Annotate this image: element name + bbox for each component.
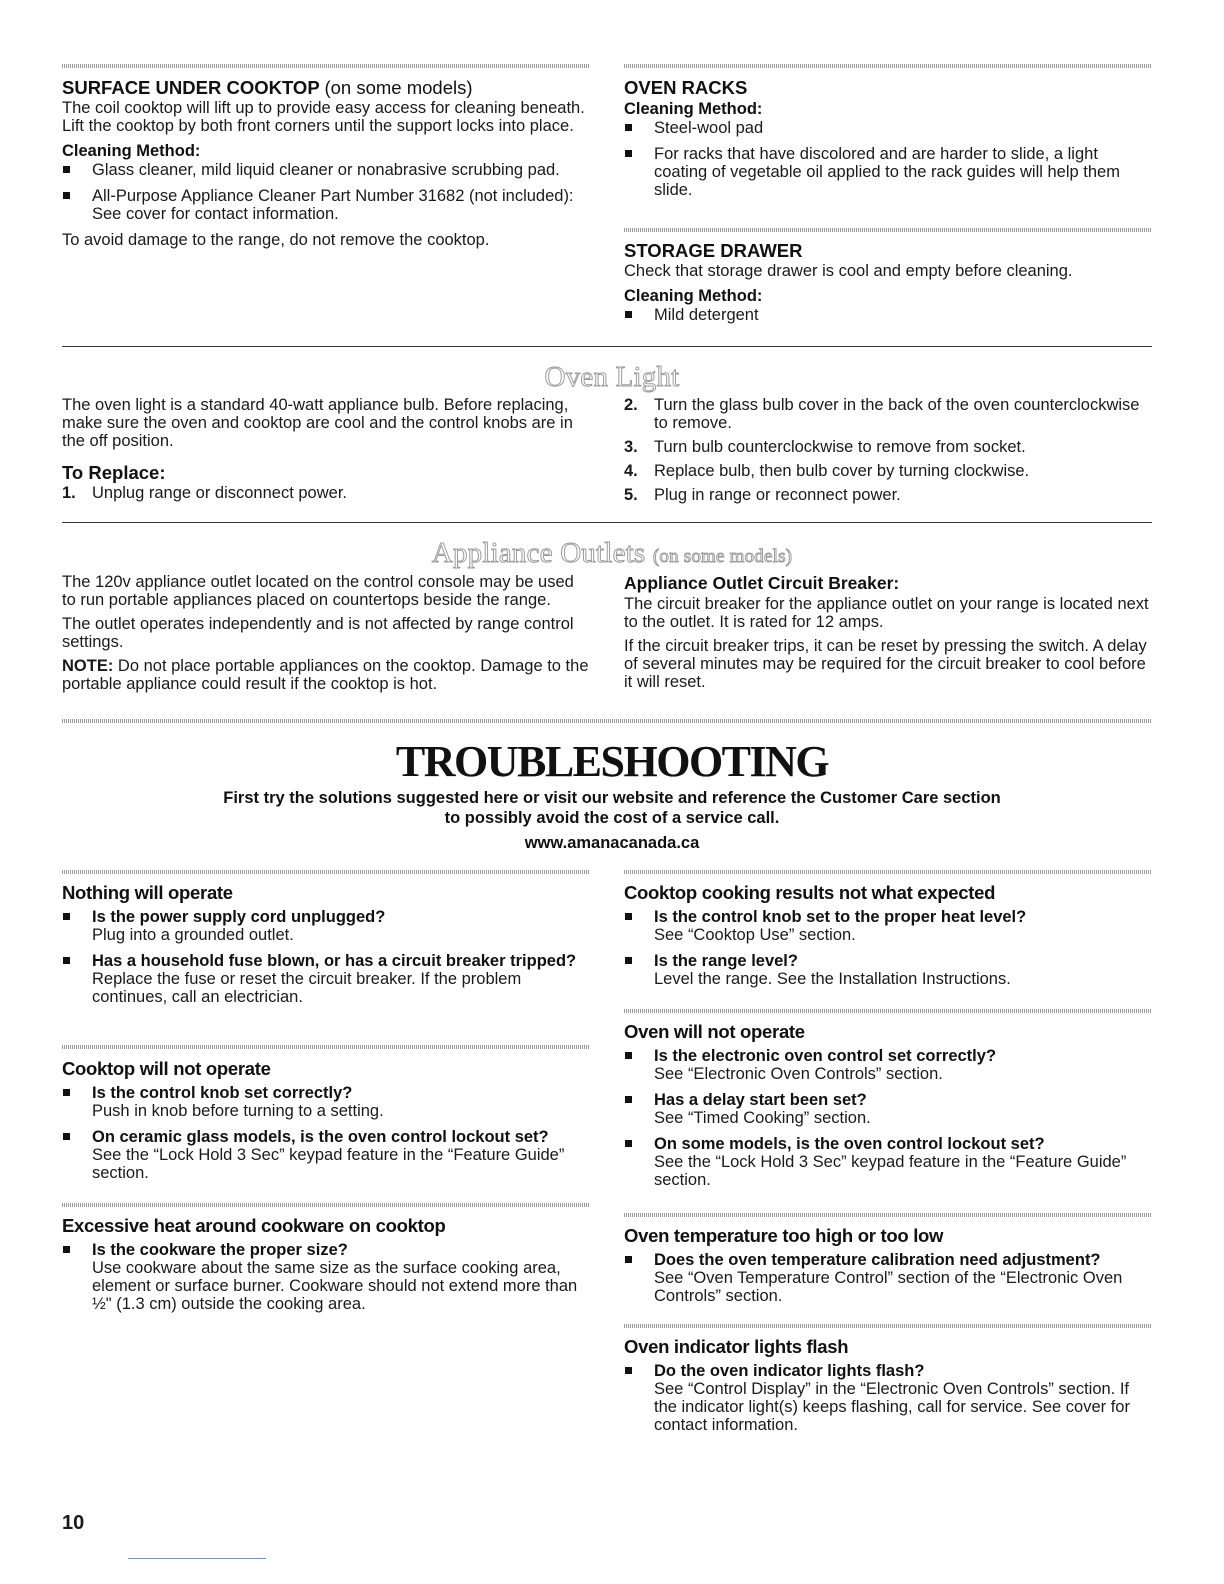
list-item: Glass cleaner, mild liquid cleaner or nonabrasive scrubbing pad.: [62, 161, 587, 179]
trouble-item: Do the oven indicator lights flash? See “Control Display” in the “Electronic Oven Controls” section. If the indicator light(s) keeps flashing, call for service. See cover for contact information.: [624, 1362, 1152, 1434]
trouble-item: Has a delay start been set? See “Timed Cooking” section.: [624, 1091, 1152, 1127]
trouble-item: Is the control knob set correctly? Push in knob before turning to a setting.: [62, 1084, 590, 1120]
trouble-heading: Cooktop cooking results not what expected: [624, 882, 996, 903]
trouble-heading: Excessive heat around cookware on cooktop: [62, 1215, 446, 1236]
trouble-item: Is the power supply cord unplugged? Plug into a grounded outlet.: [62, 908, 590, 944]
appliance-outlets-right-column: [624, 573, 1152, 697]
breaker-paragraph: The circuit breaker for the appliance outlet on your range is located next to the outlet. It is rated for 12 amps.: [624, 595, 1149, 631]
list-item: Mild detergent: [624, 306, 1152, 324]
oven-light-right-column: [624, 396, 1152, 510]
oven-light-intro: The oven light is a standard 40-watt appliance bulb. Before replacing, make sure the oven and cooktop are cool and the control knobs are in the off position.: [62, 396, 573, 450]
list-item: 2. Turn the glass bulb cover in the back of the oven counterclockwise to remove.: [624, 396, 1140, 432]
divider-hatch: [624, 870, 1152, 874]
cleaning-method-label: Cleaning Method:: [62, 142, 201, 160]
section-rule: [62, 522, 1152, 523]
list-item: 1. Unplug range or disconnect power.: [62, 484, 347, 502]
trouble-group: [62, 1215, 590, 1321]
trouble-group: [624, 1336, 1152, 1442]
list-item: 3. Turn bulb counterclockwise to remove from socket.: [624, 438, 1026, 456]
appliance-outlets-left-column: [62, 573, 590, 699]
breaker-paragraph: If the circuit breaker trips, it can be reset by pressing the switch. A delay of several minutes may be required for the circuit breaker to cool before it will reset.: [624, 637, 1147, 691]
divider-hatch: [62, 1203, 590, 1207]
trouble-item: On ceramic glass models, is the oven control lockout set? See the “Lock Hold 3 Sec” keypad feature in the “Feature Guide” section.: [62, 1128, 590, 1182]
section-rule: [62, 346, 1152, 347]
trouble-heading: Nothing will operate: [62, 882, 233, 903]
cleaning-method-label: Cleaning Method:: [624, 100, 763, 118]
oven-racks-heading: OVEN RACKS: [624, 77, 748, 98]
trouble-item: Has a household fuse blown, or has a circuit breaker tripped? Replace the fuse or reset the circuit breaker. If the problem continues, call an electrician.: [62, 952, 590, 1006]
surface-under-cooktop-heading: SURFACE UNDER COOKTOP (on some models): [62, 77, 473, 98]
oven-light-title: Oven Light: [544, 361, 680, 393]
divider-hatch: [62, 719, 1152, 723]
trouble-heading: Oven temperature too high or too low: [624, 1225, 944, 1246]
trouble-item: Does the oven temperature calibration need adjustment? See “Oven Temperature Control” section of the “Electronic Oven Controls” section.: [624, 1251, 1152, 1305]
outlet-paragraph: The outlet operates independently and is not affected by range control settings.: [62, 615, 574, 651]
trouble-item: Is the cookware the proper size? Use cookware about the same size as the surface cooking area, element or surface burner. Cookware should not extend more than ½" (1.3 cm) outside the cooking area.: [62, 1241, 590, 1313]
storage-drawer-heading: STORAGE DRAWER: [624, 240, 803, 261]
divider-hatch: [624, 1324, 1152, 1328]
breaker-heading: Appliance Outlet Circuit Breaker:: [624, 573, 900, 593]
divider-hatch: [62, 870, 590, 874]
divider-hatch: [62, 64, 590, 68]
trouble-item: On some models, is the oven control lockout set? See the “Lock Hold 3 Sec” keypad feature in the “Feature Guide” section.: [624, 1135, 1152, 1189]
list-item: 5. Plug in range or reconnect power.: [624, 486, 901, 504]
list-item: 4. Replace bulb, then bulb cover by turning clockwise.: [624, 462, 1030, 480]
website-link[interactable]: www.amanacanada.ca: [524, 834, 700, 852]
footer-rule: [128, 1558, 266, 1559]
storage-drawer-intro: Check that storage drawer is cool and empty before cleaning.: [624, 262, 1073, 280]
list-item: For racks that have discolored and are harder to slide, a light coating of vegetable oil applied to the rack guides will help them slide.: [624, 145, 1152, 199]
divider-hatch: [62, 1045, 590, 1049]
oven-light-left-column: [62, 396, 582, 508]
troubleshooting-intro: First try the solutions suggested here or visit our website and reference the Customer Care section to possibly avoid the cost of a service call.: [223, 789, 1001, 827]
trouble-heading: Cooktop will not operate: [62, 1058, 271, 1079]
trouble-heading: Oven will not operate: [624, 1021, 805, 1042]
troubleshooting-title: TROUBLESHOOTING: [395, 737, 829, 786]
divider-hatch: [624, 1009, 1152, 1013]
divider-hatch: [624, 64, 1152, 68]
trouble-group: [624, 1225, 1152, 1313]
trouble-group: [62, 1058, 590, 1190]
trouble-group: [62, 882, 590, 1014]
cleaning-method-label: Cleaning Method:: [624, 287, 763, 305]
page-number: 10: [62, 1512, 85, 1534]
outlet-paragraph: The 120v appliance outlet located on the control console may be used to run portable appliances placed on countertops beside the range.: [62, 573, 574, 609]
trouble-item: Is the control knob set to the proper heat level? See “Cooktop Use” section.: [624, 908, 1152, 944]
surface-intro-text: The coil cooktop will lift up to provide easy access for cleaning beneath. Lift the cooktop by both front corners until the support locks into place.: [62, 99, 585, 135]
appliance-outlets-title: Appliance Outlets (on some models): [431, 537, 793, 569]
storage-drawer-section: [624, 240, 1152, 332]
list-item: All-Purpose Appliance Cleaner Part Number 31682 (not included): See cover for contact information.: [62, 187, 587, 223]
trouble-group: [624, 1021, 1152, 1197]
divider-hatch: [624, 228, 1152, 232]
trouble-item: Is the range level? Level the range. See the Installation Instructions.: [624, 952, 1152, 988]
oven-racks-section: [624, 77, 1152, 207]
surface-outro-text: To avoid damage to the range, do not remove the cooktop.: [62, 231, 490, 249]
list-item: Steel-wool pad: [624, 119, 1152, 137]
trouble-group: [624, 882, 1152, 996]
surface-under-cooktop-section: [62, 77, 587, 255]
outlet-note: NOTE: Do not place portable appliances on the cooktop. Damage to the portable appliance could result if the cooktop is hot.: [62, 657, 589, 693]
trouble-heading: Oven indicator lights flash: [624, 1336, 849, 1357]
to-replace-heading: To Replace:: [62, 462, 166, 483]
divider-hatch: [624, 1213, 1152, 1217]
trouble-item: Is the electronic oven control set correctly? See “Electronic Oven Controls” section.: [624, 1047, 1152, 1083]
